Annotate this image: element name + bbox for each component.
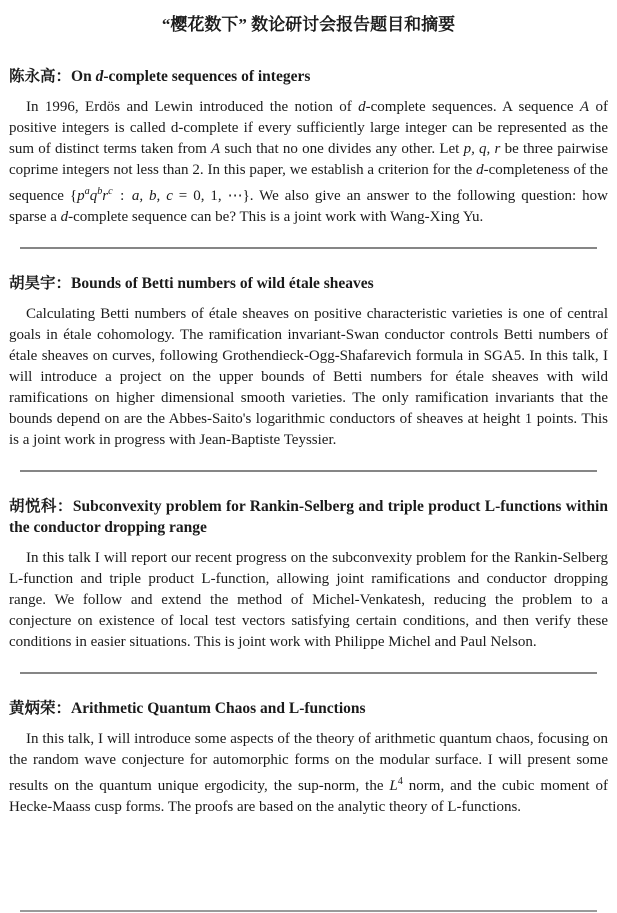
talk-section (9, 66, 608, 228)
text-segment: be three pairwise coprime integers not less than 2. In this paper, we establish a criterion for the (9, 141, 609, 178)
text-segment: r (102, 188, 109, 204)
text-segment: In this talk, I will introduce some aspects of the theory of arithmetic quantum chaos, focusing on the random wave conjecture for automorphic forms on the modular surface. I will present some results on the quantum unique ergodicity, the sup-norm, the (9, 731, 608, 794)
text-segment: d (476, 162, 484, 178)
talk-abstract (9, 304, 608, 451)
bottom-partial-divider (20, 910, 597, 912)
text-segment: -completeness of the sequence { (9, 162, 608, 204)
text-segment: of positive integers is called d-complete if every sufficiently large integer can be represented as the sum of distinct terms taken from (9, 99, 608, 157)
speaker-name: 黄炳荣： (9, 700, 72, 717)
text-segment: A (579, 99, 590, 115)
text-segment: In this talk I will report our recent progress on the subconvexity problem for the Rankin-Selberg L-function and triple product L-function, allowing joint ramifications and conductor dropping range. We follow and extend the method of Michel-Venkatesh, reducing the problem to a conjecture on existence of local test vectors satisfying certain conditions, and then verify these conditions in easier situations. This is joint work with Philippe Michel and Paul Nelson. (9, 550, 608, 650)
text-segment: d (60, 209, 69, 225)
section-divider (20, 247, 597, 249)
text-segment: On (71, 68, 96, 85)
text-segment: Bounds of Betti numbers of wild étale sheaves (71, 275, 374, 292)
text-segment: Arithmetic Quantum Chaos and L-functions (71, 700, 366, 717)
talk-heading (9, 698, 608, 719)
text-segment: Subconvexity problem for Rankin-Selberg and triple product L-functions within the conductor dropping range (9, 498, 608, 536)
text-segment: In 1996, Erdös and Lewin introduced the notion of (26, 99, 359, 115)
talk-title-text (71, 275, 374, 292)
talk-title-text (71, 68, 310, 85)
talk-section (9, 273, 608, 451)
talk-heading (9, 273, 608, 294)
text-segment: A (211, 141, 221, 157)
text-segment: 4 (397, 776, 403, 787)
text-segment: d (358, 99, 366, 115)
text-segment: L (389, 778, 398, 794)
talk-abstract (9, 97, 608, 228)
talk-heading (9, 496, 608, 538)
text-segment: = 0, 1, ⋯}. We also give an answer to the following question: how sparse a (9, 188, 608, 225)
talk-title-text (71, 700, 366, 717)
talk-abstract (9, 548, 608, 653)
section-divider (20, 672, 597, 674)
page-title: “樱花数下” 数论研讨会报告题目和摘要 (161, 15, 456, 34)
document-page (0, 14, 617, 913)
text-segment: -complete sequences of integers (103, 68, 311, 85)
talk-abstract (9, 729, 608, 818)
text-segment: : (112, 188, 132, 204)
sections (9, 66, 608, 818)
text-segment: such that no one divides any other. Let (220, 141, 464, 157)
text-segment: -complete sequences. A sequence (365, 99, 580, 115)
talk-title-text (9, 498, 608, 536)
text-segment: a, b, c (131, 188, 173, 204)
text-segment: q (89, 188, 98, 204)
text-segment: -complete sequence can be? This is a joint work with Wang-Xing Yu. (68, 209, 484, 225)
speaker-name: 胡昊宇： (9, 275, 72, 292)
speaker-name: 陈永高： (9, 68, 72, 85)
text-segment: d (95, 68, 104, 85)
text-segment: p, q, r (463, 141, 501, 157)
talk-section (9, 698, 608, 818)
text-segment: p (77, 188, 85, 204)
speaker-name: 胡悦科： (9, 498, 73, 515)
section-divider (20, 470, 597, 472)
text-segment: Calculating Betti numbers of étale sheaves on positive characteristic varieties is one of central goals in étale cohomology. The ramification invariant-Swan conductor controls Betti numbers of étale sheaves on curves, following Grothendieck-Ogg-Shafarevich formula in SGA5. In this talk, I will introduce a project on the upper bounds of Betti numbers for étale sheaves with wild ramifications on higher dimensional smooth varieties. The only ramification invariants that the bounds depend on are the Abbes-Saito's logarithmic conductors of sheaves at height 1 points. This is a joint work in progress with Jean-Baptiste Teyssier. (9, 306, 608, 448)
text-segment: a (84, 186, 90, 197)
text-segment: b (97, 186, 103, 197)
page-body (0, 14, 617, 818)
talk-section (9, 496, 608, 653)
text-segment: c (108, 186, 113, 197)
talk-heading (9, 66, 608, 87)
text-segment: norm, and the cubic moment of Hecke-Maass cusp forms. The proofs are based on the analytic theory of L-functions. (9, 778, 608, 815)
